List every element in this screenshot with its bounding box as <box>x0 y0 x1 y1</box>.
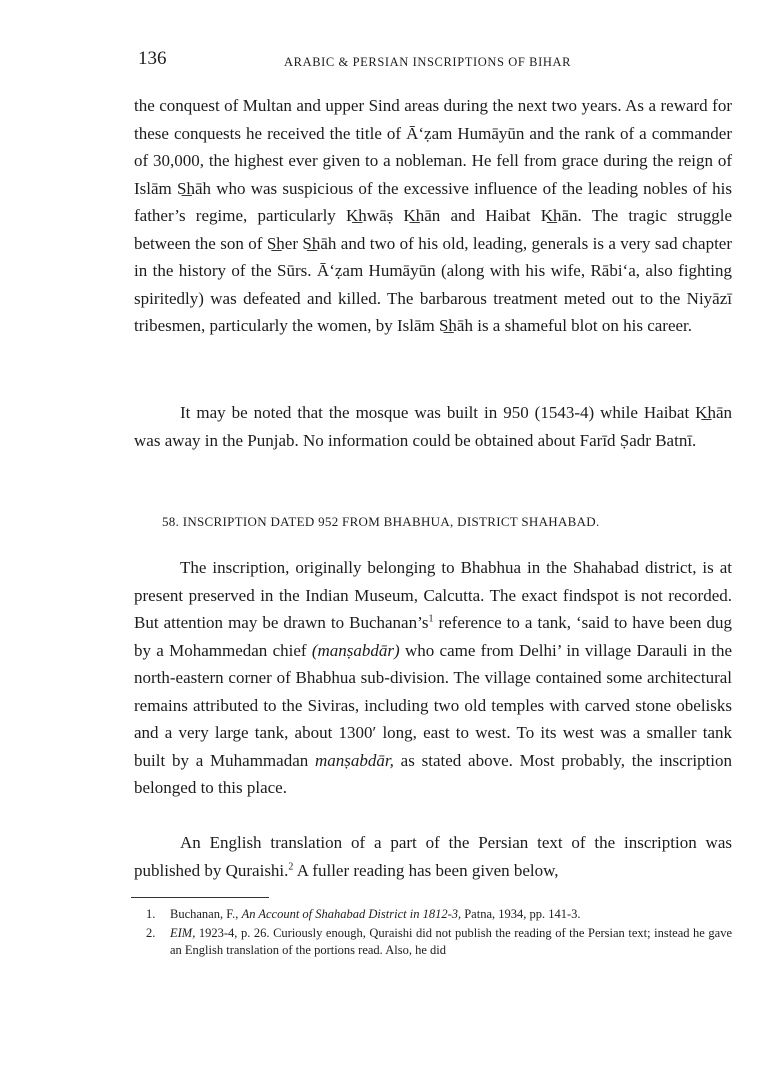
footnote-number: 1. <box>146 907 156 921</box>
footnote-text: Buchanan, F., <box>170 907 242 921</box>
footnote-number: 2. <box>146 926 156 940</box>
section-heading: 58. INSCRIPTION DATED 952 FROM BHABHUA, DISTRICT SHAHABAD. <box>162 514 600 529</box>
footnote-text: 1923-4, p. 26. Curiously enough, Quraishi did not publish the reading of the Persian text; instead he gave an English translation of the portions read. Also, he did <box>170 926 732 957</box>
paragraph-3-text: The inscription, originally belonging to Bhabhua in the Shahabad district, is at present preserved in the Indian Museum, Calcutta. The exact findspot is not recorded. But attention may be drawn to Buchanan’s <box>134 558 732 632</box>
footnote-ref-1: 1 <box>428 613 434 625</box>
paragraph-2: It may be noted that the mosque was built in 950 (1543-4) while Haibat K͟hān was away in the Punjab. No information could be obtained about Farīd Ṣadr Batnī. <box>134 403 732 450</box>
footnote-title: An Account of Shahabad District in 1812-3, <box>241 907 462 921</box>
paragraph-3-text: as stated above. Most probably, the inscription belonged to this place. <box>134 750 732 797</box>
running-title: ARABIC & PERSIAN INSCRIPTIONS OF BIHAR <box>284 55 572 69</box>
paragraph-4 <box>134 829 732 884</box>
italic-term: (manṣabdār) <box>311 640 400 660</box>
footnote-ref-2: 2 <box>288 860 294 872</box>
paragraph-3-text: reference to a tank, ‘said to have been dug by a Mohammedan chief <box>134 613 732 660</box>
paragraph-4-text: A fuller reading has been given below, <box>293 860 559 880</box>
footnote-2 <box>146 925 732 959</box>
paragraph-4-text: An English translation of a part of the Persian text of the inscription was published by Quraishi. <box>134 833 732 880</box>
paragraph-3 <box>134 554 732 802</box>
footnote-1 <box>146 906 732 923</box>
page-header <box>138 48 738 72</box>
italic-term: manṣabdār, <box>315 750 394 770</box>
paragraph-3-text: who came from Delhi’ in village Darauli in the north-eastern corner of Bhabhua sub-division. The village contained some architectural remains attributed to the Siviras, including two old temples with carved stone obelisks and a very large tank, about 1300′ long, east to west. To its west was a smaller tank built by a Muhammadan <box>134 640 732 770</box>
footnote-title: EIM, <box>170 926 196 940</box>
footnotes <box>146 906 732 961</box>
page-number: 136 <box>138 48 167 69</box>
paragraph-1: the conquest of Multan and upper Sind areas during the next two years. As a reward for these conquests he received the title of Ā‘ẓam Humāyūn and the rank of a commander of 30,000, the highest ever given to a nobleman. He fell from grace during the reign of Islām S͟hāh who was suspicious of the excessive influence of the leading nobles of his father’s regime, particularly K͟hwāṣ K͟hān and Haibat K͟hān. The tragic struggle between the son of S͟her S͟hāh and two of his old, leading, generals is a very sad chapter in the history of the Sūrs. Ā‘ẓam Humāyūn (along with his wife, Rābi‘a, also fighting spiritedly) was defeated and killed. The barbarous treatment meted out to the Niyāzī tribesmen, particularly the women, by Islām S͟hāh is a shameful blot on his career. <box>134 96 732 335</box>
footnote-divider <box>131 897 269 898</box>
footnote-text: Patna, 1934, pp. 141-3. <box>461 907 581 921</box>
